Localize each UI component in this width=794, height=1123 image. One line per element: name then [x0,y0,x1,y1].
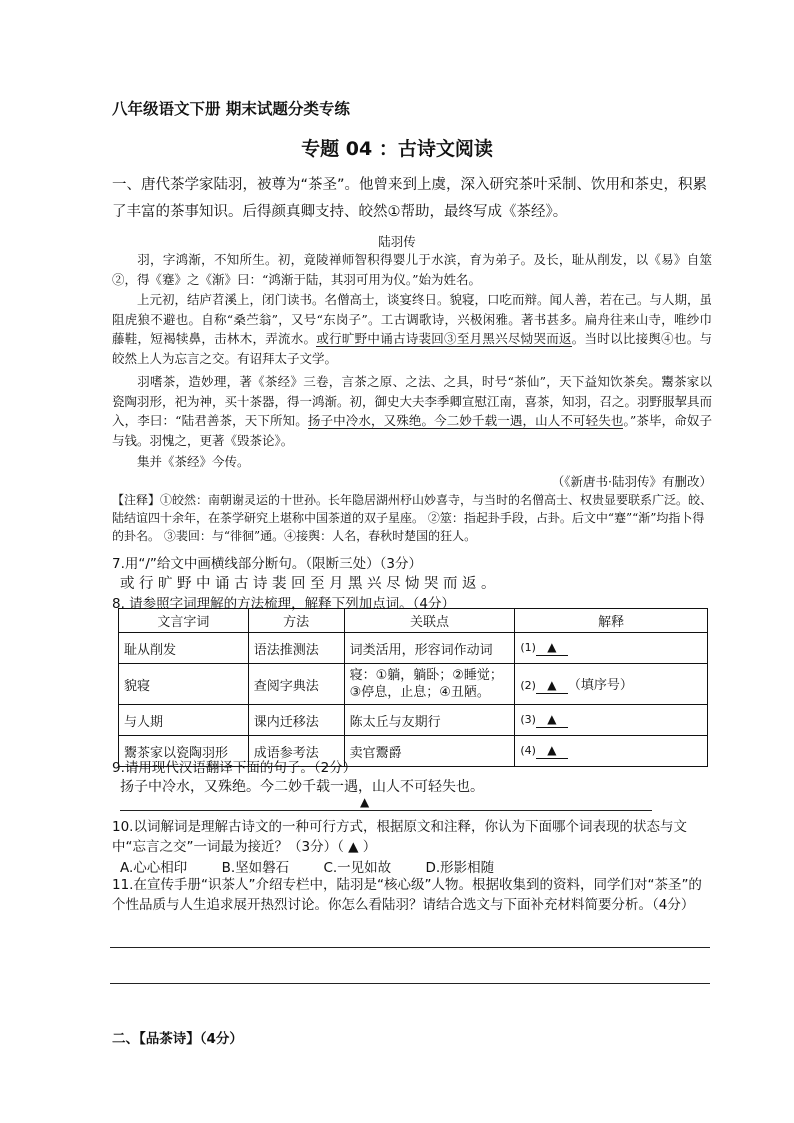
passage-source: （《新唐书·陆羽传》有删改） [551,474,712,489]
paragraph-text: 。当时以比接舆④也。与皎然上人为忘言之交。有诏拜太子文学。 [112,331,712,366]
passage-title: 陆羽传 [378,234,416,249]
question-7-sentence: 或行旷野中诵古诗裴回至月黑兴尽恸哭而返。 [120,576,500,592]
triangle-icon: ▲ [547,743,557,757]
question-intro: 一、唐代茶学家陆羽，被尊为“茶圣”。他曾来到上虞，深入研究茶叶采制、饮用和茶史，积累了丰富的茶事知识。后得颜真卿支持、皎然①帮助，最终写成《茶经》。 [112,177,708,220]
answer-cell[interactable] [515,705,708,736]
table-header: 关联点 [344,609,515,633]
table-cell-word: 鬻茶家以瓷陶羽形 [119,736,249,767]
table-cell-link: 卖官鬻爵 [344,736,515,767]
triangle-icon: ▲ [547,712,557,726]
triangle-icon: ▲ [360,795,370,809]
answer-blank[interactable] [536,678,568,694]
answer-line[interactable] [120,810,652,811]
table-cell-link: 词类活用，形容词作动词 [344,633,515,664]
page-title: 专题 04 ：古诗文阅读 [301,138,493,160]
table-cell-word: 与人期 [119,705,249,736]
table-row [119,633,708,664]
question-9-sentence: 扬子中冷水，又殊绝。今二妙千载一遇，山人不可轻失也。 [120,779,484,795]
answer-hint: （填序号） [567,678,633,693]
paragraph-text: 羽嗜茶，造妙理，著《茶经》三卷，言茶之原、之法、之具，时号“茶仙”，天下益知饮茶矣。鬻茶家以瓷陶羽形，祀为神，买十茶器，得一鸿渐。初，御史大夫李季卿宣慰江南，喜茶，知羽，召之。羽野服挈具而入，李曰：“陆君善茶，天下所知。 [112,374,713,428]
table-header-row [119,609,708,633]
passage-paragraph-4 [112,452,712,472]
answer-cell[interactable] [515,633,708,664]
table-cell-link: 陈太丘与友期行 [344,705,515,736]
blank-number: (1) [520,641,536,654]
method-table [118,608,708,767]
question-7: 7.用“/”给文中画横线部分断句。（限断三处）（3分） [112,556,423,572]
passage-paragraph-3 [112,372,712,450]
table-row [119,664,708,705]
answer-blank[interactable] [536,712,568,728]
table-cell-link: 寝：①躺，躺卧；②睡觉；③停息，止息；④丑陋。 [344,664,515,705]
paragraph-text: 上元初，结庐苕溪上，闭门读书。名僧高士，谈宴终日。貌寝，口吃而辩。闻人善，若在己。与人期，虽阻虎狼不避也。自称“桑苎翁”，又号“东岗子”。工古调歌诗，兴极闲雅。著书甚多。扁舟往来山寺，唯纱巾藤鞋，短褐犊鼻，击林木，弄流水。 [112,292,713,346]
paragraph-text: 集并《茶经》今传。 [137,454,250,469]
question-10: 10.以词解词是理解古诗文的一种可行方式，根据原文和注释，你认为下面哪个词表现的状态与文中“忘言之交”一词最为接近？（3分）（ ▲ ） [112,819,687,855]
passage-paragraph-1 [112,250,712,289]
option-a[interactable]: A.心心相印 [120,860,188,876]
passage-paragraph-2 [112,290,712,368]
blank-number: (3) [520,713,536,726]
answer-blank[interactable] [536,640,568,656]
table-header: 解释 [515,609,708,633]
table-cell-method: 查阅字典法 [248,664,344,705]
option-b[interactable]: B.坚如磐石 [221,860,290,876]
table-cell-method: 课内迁移法 [248,705,344,736]
question-10-options [120,856,494,876]
answer-cell[interactable] [515,664,708,705]
question-8: 8. 请参照字词理解的方法梳理，解释下列加点词。（4分） [112,596,456,612]
answer-line[interactable] [110,983,710,984]
table-cell-word: 貌寝 [119,664,249,705]
underlined-sentence: 或行旷野中诵古诗裴回③至月黑兴尽恸哭而返 [316,331,572,346]
table-cell-method: 语法推测法 [248,633,344,664]
series-heading: 八年级语文下册 期末试题分类专练 [112,100,350,118]
triangle-icon: ▲ [547,678,557,692]
answer-blank[interactable] [536,743,568,759]
blank-number: (2) [520,679,536,692]
paragraph-text: 。”茶毕，命奴子与钱。羽愧之，更著《毁茶论》。 [112,413,712,448]
triangle-icon: ▲ [547,640,557,654]
blank-number: (4) [520,744,536,757]
table-row [119,705,708,736]
table-cell-word: 耻从削发 [119,633,249,664]
question-11: 11.在宣传手册“识茶人”介绍专栏中，陆羽是“核心级”人物。根据收集到的资料，同学们对“茶圣”的个性品质与人生追求展开热烈讨论。你怎么看陆羽？请结合选文与下面补充材料简要分析。（4分） [112,877,702,913]
table-header: 文言字词 [119,609,249,633]
option-d[interactable]: D.形影相随 [425,860,495,876]
section-2-heading: 二、【品茶诗】（4分） [112,1031,243,1047]
table-cell-method: 成语参考法 [248,736,344,767]
paragraph-text: 羽，字鸿渐，不知所生。初，竟陵禅师智积得婴儿于水滨，育为弟子。及长，耻从削发，以《易》自筮②，得《蹇》之《渐》曰：“鸿渐于陆，其羽可用为仪。”始为姓名。 [112,252,712,287]
question-9: 9.请用现代汉语翻译下面的句子。（2分） [112,760,357,776]
annotations: 【注释】①皎然：南朝谢灵运的十世孙。长年隐居湖州杼山妙喜寺，与当时的名僧高士、权贵显要联系广泛。皎、陆结谊四十余年，在茶学研究上堪称中国茶道的双子星座。 ②筮：指起卦手段，占卦。后文中“蹇”“渐”均指卜得的卦名。 ③裴回：与“徘徊”通。④接舆：人名，春秋时楚国的狂人。 [112,493,713,543]
answer-cell[interactable] [515,736,708,767]
table-header: 方法 [248,609,344,633]
answer-line[interactable] [110,947,710,948]
underlined-sentence: 扬子中冷水，又殊绝。今二妙千载一遇，山人不可轻失也 [307,413,624,428]
option-c[interactable]: C.一见如故 [323,860,392,876]
